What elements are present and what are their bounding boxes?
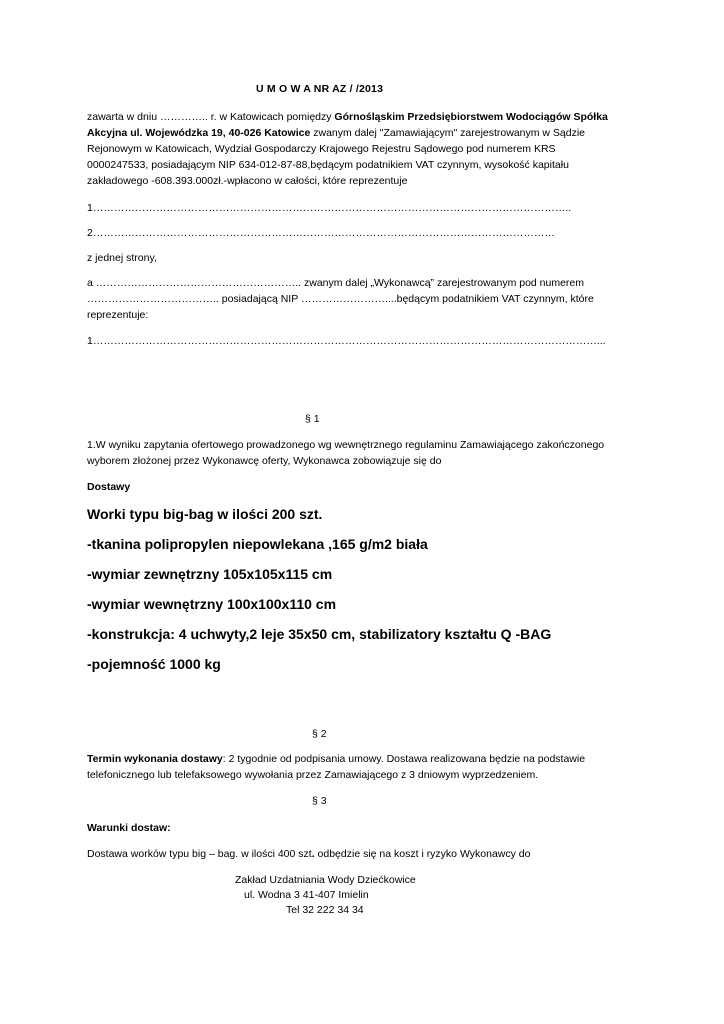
contractor-line-2: ……………………………….. posiadającą NIP ……………………....będącym podatnikiem VAT czynnym, które [87,293,594,305]
intro-line-3: Rejonowym w Katowicach, Wydział Gospodarczy Krajowego Rejestru Sądowego pod numerem KRS [87,143,556,155]
section-1-para-line-2: wyborem złożonej przez Wykonawcę oferty, Wykonawca zobowiązuje się do [87,455,442,467]
spec-item: -wymiar zewnętrzny 105x105x115 cm [87,566,333,582]
spec-item: -wymiar wewnętrzny 100x100x110 cm [87,596,337,612]
section-2-heading: § 2 [312,728,327,740]
contractor-line-1: a ………………………………………………….. zwanym dalej „Wykonawcą” zarejestrowanym pod numerem [87,277,585,289]
intro-line-1 [87,110,608,125]
intro-line-4: 0000247533, posiadającym NIP 634-012-87-88,będącym podatnikiem VAT czynnym, wysokość kapitału [87,159,569,171]
address-street: ul. Wodna 3 41-407 Imielin [244,889,369,901]
section-3-line-text: Dostawa worków typu big – bag. w ilości 400 szt [87,848,312,860]
section-3-line [87,847,530,862]
representative-1-line: 1……………………………………………………………………………………………………………………….. [87,202,572,214]
address-phone: Tel 32 222 34 34 [286,904,364,916]
intro-company-address: Akcyjna ul. Wojewódzka 19, 40-026 Katowice [87,127,311,139]
section-1-heading: § 1 [305,413,320,425]
spec-item: -pojemność 1000 kg [87,656,221,672]
delivery-label: Dostawy [87,481,131,493]
section-3-line-rest: odbędzie się na koszt i ryzyko Wykonawcy do [314,848,531,860]
contractor-representative-line: 1………………………………………………………………………………………………………………………………... [87,335,606,347]
spec-item: Worki typu big-bag w ilości 200 szt. [87,506,323,522]
intro-line-2-text: zwanym dalej "Zamawiającym" zarejestrowanym w Sądzie [310,127,586,139]
intro-line-5: zakładowego -608.393.000zł.-wpłacono w całości, które reprezentuje [87,175,408,187]
section-2-line-1 [87,752,585,767]
intro-company-name: Górnośląskim Przedsiębiorstwem Wodociągów Spółka [334,111,608,123]
section-3-heading: § 3 [312,795,327,807]
spec-item: -konstrukcja: 4 uchwyty,2 leje 35x50 cm, stabilizatory kształtu Q -BAG [87,626,552,642]
contract-title: U M O W A NR AZ / /2013 [256,83,384,95]
intro-line-1-text: zawarta w dniu ………….. r. w Katowicach pomiędzy [87,111,335,123]
section-3-line-dot: . [311,848,315,860]
intro-line-2 [87,126,585,141]
spec-item: -tkanina polipropylen niepowlekana ,165 g/m2 biała [87,536,428,552]
delivery-conditions-label: Warunki dostaw: [87,822,171,834]
side-one-label: z jednej strony, [87,252,157,264]
delivery-term-label: Termin wykonania dostawy [87,753,223,765]
section-2-line-2: telefonicznego lub telefaksowego wywołania przez Zamawiającego z 3 dniowym wyprzedzeniem. [87,769,539,781]
section-1-para-line-1: 1.W wyniku zapytania ofertowego prowadzonego wg wewnętrznego regulaminu Zamawiającego zakończonego [87,439,605,451]
contractor-line-3: reprezentuje: [87,309,149,321]
address-name: Zakład Uzdatniania Wody Dziećkowice [235,874,416,886]
representative-2-line: 2…………………………………………………………………………………………………………………… [87,227,555,239]
delivery-term-text: : 2 tygodnie od podpisania umowy. Dostawa realizowana będzie na podstawie [222,753,586,765]
